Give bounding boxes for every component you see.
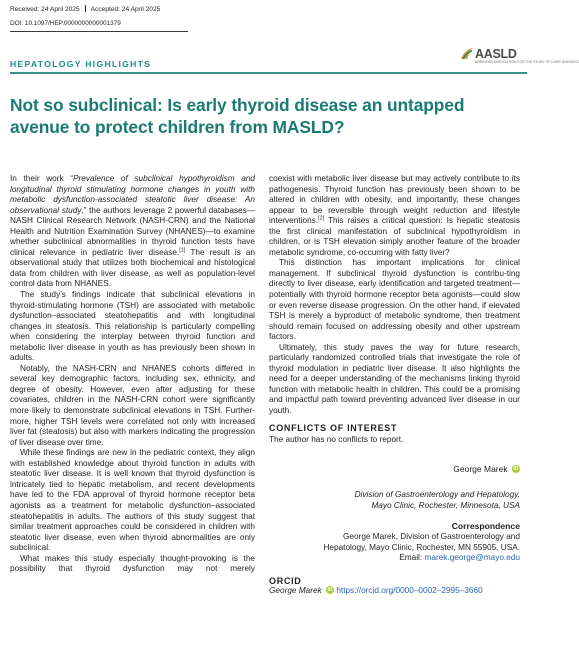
paragraph-4: While these findings are new in the pediatric context, they align with established knowledge about thyroid function in adults with steatotic liver disease. It is well known that thyroid dysfunction is intricately tied to hepatic metabolism, and recent developments have led to the FDA approval of thyroid hormone receptor beta agonists as a treatment for metabolic dysfunction–associated steatohepatitis in adults. The authors of this study suggest that similar treatment approaches could be considered in children with steatotic liver disease, even when thyroid abnormalities are only subclinical. (10, 448, 255, 553)
aasld-logo-icon (460, 47, 474, 61)
date-separator (85, 5, 86, 12)
orcid-icon[interactable]: iD (513, 465, 519, 472)
logo-name: AASLD (475, 47, 517, 61)
paragraph-7: Ultimately, this study paves the way for future research, particularly randomized controlled trials that investigate the role of thyroid modulation in pediatric liver disease. It also highlights the need for a deeper understanding of the mechanisms linking thyroid function with metabolic health in children. This could be a promising and impactful path toward preventing advanced liver disease in our youth. (269, 342, 520, 416)
paragraph-1: In their work “Prevalence of subclinical hypothyroidism and longitudinal thyroid stimulating hormone changes in youth with metabolic dysfunction-associated steatotic liver disease: An observational study,” the authors leverage 2 powerful databases—NASH Clinical Research Network (NASH-CRN) and the National Health and Nutrition Examination Survey (NHANES)—to examine whether subclinical abnormalities in thyroid function tests have clinical relevance in pediatric liver disease.[1] The result is an observational study that utilizes both biochemical and histological data from children with liver disease, as well as population-level control data from NHANES. (10, 174, 256, 289)
logo-tagline: AMERICAN ASSOCIATION FOR THE STUDY OF LIVER DISEASES (475, 60, 579, 64)
correspondence-heading: Correspondence (451, 521, 520, 532)
publication-dates (10, 4, 310, 15)
orcid-link[interactable]: https://orcid.org/0000–0002–2995–3660 (336, 586, 483, 596)
correspondence-details: George Marek, Division of Gastroenterology and Hepatology, Mayo Clinic, Rochester, MN 55905, USA. Email: marek.george@mayo.edu (323, 531, 520, 563)
received-date: Received: 24 April 2025 (10, 6, 80, 13)
orcid-author-name: George Marek (269, 586, 322, 596)
paragraph-3: Notably, the NASH-CRN and NHANES cohorts differed in several key demographic factors, including sex, ethnicity, and degree of obesity. However, even after adjusting for these covariates, children in the NASH-CRN cohort were significantly more likely to demonstrate subclinical elevations in TSH. Further-more, higher TSH levels were correlated not only with increased liver fat (steatosis) but also with markers indicating the progression of liver disease over time. (10, 363, 255, 447)
article-title: Not so subclinical: Is early thyroid disease an untapped avenue to protect children from MASLD? (10, 95, 465, 137)
reference-link-2[interactable]: [2] (318, 215, 325, 222)
cited-article-title: Prevalence of subclinical hypothyroidism and longitudinal thyroid stimulating hormone changes in youth with metabolic dysfunction-associated steatotic liver disease: An observational study (10, 174, 255, 215)
paragraph-5-continued: coexist with metabolic liver disease but may actively contribute to its pathogenesis. Thyroid function has previously been shown to be altered in children with obesity, and importantly, these changes appear to be reversible through weight reduction and lifestyle interventions.[2] This raises a critical question: Is hepatic steatosis the first clinical manifestation of subclinical hypothyroidism in children, or is TSH elevation simply another feature of the broader metabolic syndrome, co-occurring with fatty liver? (269, 174, 520, 257)
header-rule (10, 31, 188, 32)
paragraph-6: This distinction has important implications for clinical management. If subclinical thyroid dysfunction is contribu-ting directly to liver disease, early identification and targeted treatment—potentially with thyroid hormone receptor beta agonists—could slow or even reverse disease progression. On the other hand, if elevated TSH is merely a byproduct of metabolic syndrome, then treatment should remain focused on addressing obesity and other upstream factors. (269, 258, 520, 342)
section-label: HEPATOLOGY HIGHLIGHTS (10, 59, 152, 69)
right-column (269, 174, 520, 597)
doi[interactable]: DOI: 10.1097/HEP.0000000000001379 (10, 20, 121, 27)
paragraph-5-start: What makes this study especially thought-provoking is the possibility that thyroid dysfunction may not merely (10, 553, 255, 574)
author-affiliation: Division of Gastroenterology and Hepatology, Mayo Clinic, Rochester, Minnesota, USA (354, 490, 520, 510)
orcid-icon: iD (327, 587, 333, 594)
conflicts-text: The author has no conflicts to report. (269, 435, 404, 445)
accepted-date: Accepted: 24 April 2025 (90, 6, 161, 13)
orcid-entry (269, 586, 520, 597)
conflicts-heading: CONFLICTS OF INTEREST (269, 422, 398, 433)
author-signature (269, 464, 520, 475)
orcid-heading: ORCID (269, 575, 302, 586)
left-column (10, 174, 255, 575)
reference-link-1[interactable]: [1] (179, 247, 186, 254)
author-name: George Marek (453, 463, 508, 474)
section-rule (10, 72, 527, 74)
email-link[interactable]: marek.george@mayo.edu (424, 553, 520, 563)
paragraph-2: The study’s findings indicate that subclinical elevations in thyroid-stimulating hormone (TSH) are associated with metabolic dysfunction–associated steatohepatitis and with longitudinal changes in steatosis. This relationship is particularly compelling when considering the interplay between thyroid function and metabolic liver disease in youth as has previously been shown in adults. (10, 290, 255, 363)
aasld-logo (460, 45, 579, 67)
